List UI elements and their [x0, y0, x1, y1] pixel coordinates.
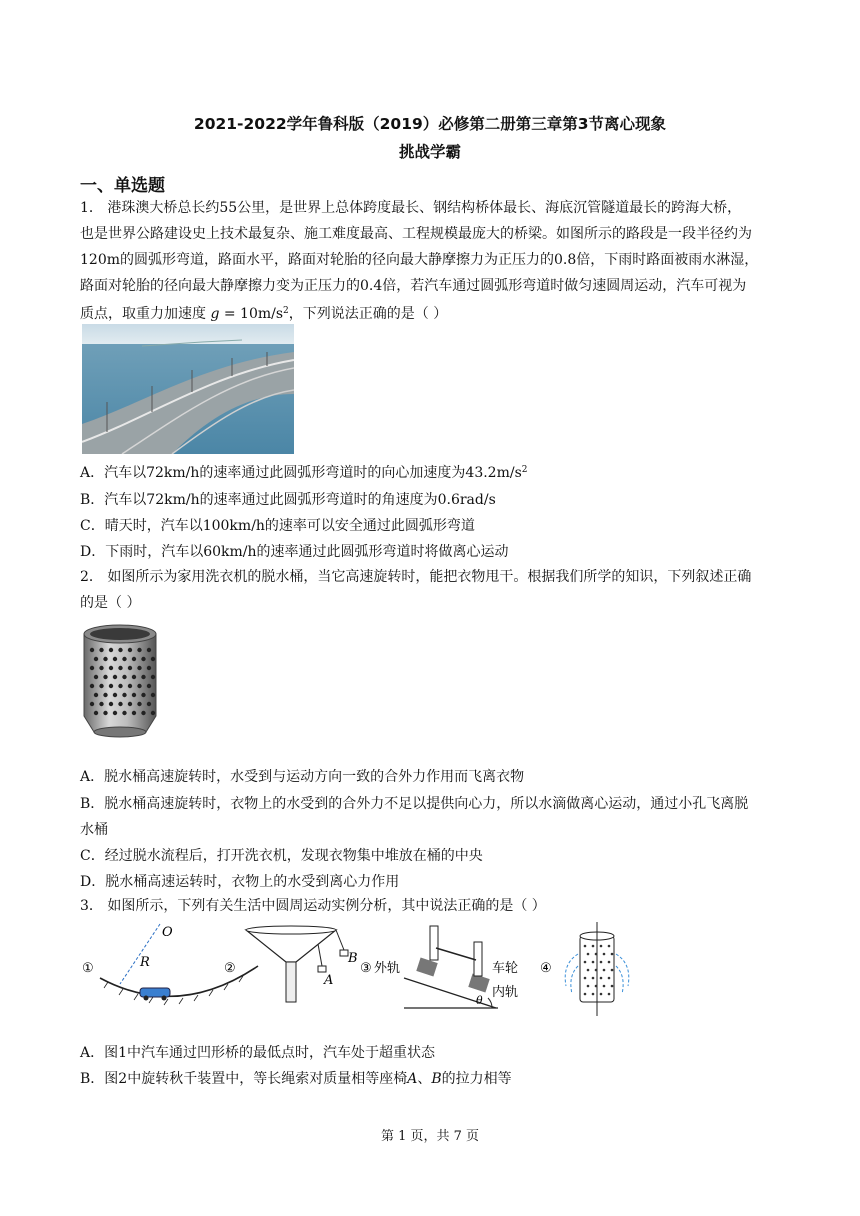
drum-hole [103, 711, 107, 715]
drum-hole [584, 993, 587, 996]
drum-hole [595, 969, 598, 972]
q1-line-5-text: 质点，取重力加速度 [80, 306, 211, 322]
q2-option-a[interactable]: A．脱水桶高速旋转时，水受到与运动方向一致的合外力作用而飞离衣物 [80, 769, 525, 785]
figure-2-number: ② [224, 961, 236, 976]
drum-hole [592, 977, 595, 980]
drum-hole [99, 702, 103, 706]
drum-hole [151, 675, 155, 679]
gravity-symbol: g [210, 306, 220, 322]
drum-hole [151, 657, 155, 661]
drum-hole [109, 684, 113, 688]
gravity-exponent: 2 [283, 306, 289, 316]
drum-hole [151, 711, 155, 715]
drum-hole [128, 666, 132, 670]
drum-hole [113, 693, 117, 697]
drum-hole [141, 693, 145, 697]
circular-motion-figures [78, 920, 638, 1020]
drum-hole [118, 684, 122, 688]
drum-hole [128, 648, 132, 652]
q1-line-4: 路面对轮胎的径向最大静摩擦力变为正压力的0.4倍，若汽车通过圆弧形弯道时做匀速圆周运动，汽车可视为 [80, 278, 747, 294]
drum-hole [113, 711, 117, 715]
drum-hole [584, 961, 587, 964]
drum-hole [132, 693, 136, 697]
wheel-label: 车轮 [492, 961, 519, 976]
drum-hole [118, 666, 122, 670]
drum-hole [587, 953, 590, 956]
q3-option-b-text: B．图2中旋转秋千装置中，等长绳索对质量相等座椅 [80, 1071, 408, 1087]
drum-hole [595, 953, 598, 956]
drum-hole [122, 675, 126, 679]
q2-option-b-continued: 水桶 [80, 822, 108, 838]
point-o-label: O [162, 925, 173, 940]
drum-hole [608, 945, 611, 948]
section-heading: 一、单选题 [80, 176, 165, 196]
drum-hole [608, 961, 611, 964]
q1-option-b[interactable]: B．汽车以72km/h的速率通过此圆弧形弯道时的角速度为0.6rad/s [80, 492, 496, 508]
page-footer: 第 1 页，共 7 页 [380, 1129, 480, 1144]
q1-option-c[interactable]: C．晴天时，汽车以100km/h的速率可以安全通过此圆弧形弯道 [80, 518, 475, 534]
q3-line-1: 3． 如图所示，下列有关生活中圆周运动实例分析，其中说法正确的是（ ） [80, 898, 546, 914]
q2-option-b[interactable]: B．脱水桶高速旋转时，衣物上的水受到的合外力不足以提供向心力，所以水滴做离心运动，通过小孔飞离脱 [80, 796, 749, 812]
bridge-photo [82, 324, 294, 454]
drum-hole [103, 657, 107, 661]
document-title: 2021-2022学年鲁科版（2019）必修第二册第三章第3节离心现象 [193, 115, 667, 133]
drum-hole [113, 657, 117, 661]
drum-hole [603, 969, 606, 972]
drum-hole [584, 945, 587, 948]
drum-hole [592, 945, 595, 948]
q3-option-b-separator: 、 [417, 1071, 432, 1087]
drum-hole [103, 675, 107, 679]
figure-3-number: ③ [360, 961, 372, 976]
drum-hole [132, 711, 136, 715]
drum-hole [90, 648, 94, 652]
drum-hole [141, 675, 145, 679]
drum-hole [137, 702, 141, 706]
drum-hole [147, 648, 151, 652]
drum-hole [99, 684, 103, 688]
spin-drum-illustration [80, 620, 160, 742]
drum-hole [600, 945, 603, 948]
drum-hole [128, 702, 132, 706]
drum-hole [113, 675, 117, 679]
drum-hole [94, 657, 98, 661]
q1-option-a-exponent: 2 [521, 465, 528, 475]
seat-b-symbol: B [431, 1071, 442, 1087]
drum-hole [600, 977, 603, 980]
drum-hole [94, 675, 98, 679]
q1-option-d[interactable]: D．下雨时，汽车以60km/h的速率通过此圆弧形弯道时将做离心运动 [80, 544, 509, 560]
figure-4-number: ④ [540, 961, 552, 976]
drum-hole [600, 993, 603, 996]
drum-hole [147, 702, 151, 706]
q2-line-1: 2． 如图所示为家用洗衣机的脱水桶，当它高速旋转时，能把衣物甩干。根据我们所学的知识，下列叙述正确 [80, 569, 752, 585]
drum-hole [94, 711, 98, 715]
drum-hole [592, 961, 595, 964]
seat-b-label: B [348, 951, 358, 966]
drum-hole [122, 711, 126, 715]
q1-line-5 [80, 302, 780, 323]
drum-hole [584, 977, 587, 980]
seat-a-label: A [324, 973, 334, 988]
drum-hole [151, 693, 155, 697]
drum-hole [132, 657, 136, 661]
drum-hole [611, 969, 614, 972]
drum-hole [137, 666, 141, 670]
angle-theta-label: θ [476, 994, 483, 1007]
drum-hole [587, 969, 590, 972]
drum-hole [611, 953, 614, 956]
seat-a-symbol: A [407, 1071, 418, 1087]
q1-line-3: 120m的圆弧形弯道，路面水平，路面对轮胎的径向最大静摩擦力为正压力的0.8倍，下雨时路面被雨水淋湿， [80, 252, 759, 268]
drum-hole [141, 711, 145, 715]
drum-hole [128, 684, 132, 688]
drum-hole [600, 961, 603, 964]
drum-hole [118, 702, 122, 706]
drum-hole [109, 666, 113, 670]
radius-label: R [140, 955, 150, 970]
outer-rail-label: 外轨 [374, 961, 401, 976]
q1-option-a[interactable] [80, 462, 528, 482]
drum-hole [141, 657, 145, 661]
drum-hole [109, 702, 113, 706]
drum-hole [94, 693, 98, 697]
drum-hole [122, 657, 126, 661]
inner-rail-label: 内轨 [492, 985, 519, 1000]
drum-hole [603, 985, 606, 988]
drum-hole [587, 985, 590, 988]
q1-option-a-text: A．汽车以72km/h的速率通过此圆弧形弯道时的向心加速度为43.2m/s [80, 465, 522, 481]
q3-option-b[interactable] [80, 1068, 512, 1088]
q1-line-1: 1． 港珠澳大桥总长约55公里，是世界上总体跨度最长、钢结构桥体最长、海底沉管隧道最长的跨海大桥， [80, 200, 742, 216]
drum-hole [99, 648, 103, 652]
q1-prompt: ，下列说法正确的是（ ） [288, 306, 448, 322]
drum-hole [118, 648, 122, 652]
q3-option-a[interactable]: A．图1中汽车通过凹形桥的最低点时，汽车处于超重状态 [80, 1045, 436, 1061]
q1-line-2: 也是世界公路建设史上技术最复杂、施工难度最高、工程规模最庞大的桥梁。如图所示的路段是一段半径约为 [80, 226, 752, 242]
q2-line-2: 的是（ ） [80, 595, 141, 611]
drum-hole [611, 985, 614, 988]
drum-hole [99, 666, 103, 670]
drum-hole [137, 648, 141, 652]
drum-hole [608, 977, 611, 980]
q2-option-d[interactable]: D．脱水桶高速运转时，衣物上的水受到离心力作用 [80, 874, 400, 890]
gravity-value: = 10m/s [219, 306, 284, 322]
drum-hole [595, 985, 598, 988]
drum-hole [103, 693, 107, 697]
drum-hole [90, 684, 94, 688]
document-subtitle: 挑战学霸 [398, 143, 461, 161]
drum-hole [132, 675, 136, 679]
drum-hole [592, 993, 595, 996]
drum-hole [109, 648, 113, 652]
q3-option-b-end: 的拉力相等 [441, 1071, 512, 1087]
drum-hole [147, 666, 151, 670]
drum-hole [608, 993, 611, 996]
drum-hole [147, 684, 151, 688]
drum-hole [137, 684, 141, 688]
drum-hole [603, 953, 606, 956]
figure-1-number: ① [82, 961, 94, 976]
drum-hole [90, 666, 94, 670]
drum-hole [122, 693, 126, 697]
drum-hole [90, 702, 94, 706]
q2-option-c[interactable]: C．经过脱水流程后，打开洗衣机，发现衣物集中堆放在桶的中央 [80, 848, 483, 864]
